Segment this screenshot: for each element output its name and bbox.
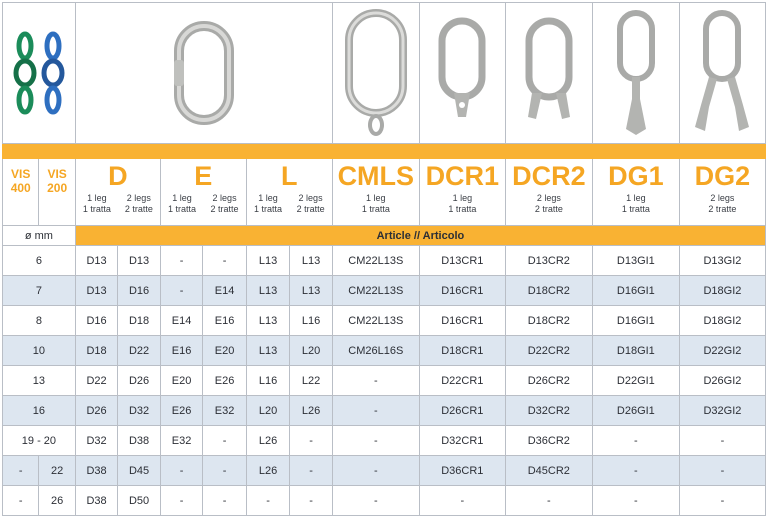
group-code: CMLS <box>337 161 415 191</box>
article-cell: D13CR2 <box>505 246 592 276</box>
article-cell: L26 <box>246 426 290 456</box>
article-cell: L20 <box>246 396 290 426</box>
oval-master-link-icon <box>169 18 239 128</box>
legs-label: 2 legs 2 tratte <box>708 193 737 214</box>
article-cell: D18CR2 <box>505 306 592 336</box>
article-cell: D16 <box>118 276 160 306</box>
article-cell: D38 <box>75 456 117 486</box>
group-dcr1-header <box>419 159 505 226</box>
article-cell: D16GI1 <box>592 276 679 306</box>
article-cell: D18CR1 <box>419 336 505 366</box>
diameter-cell: 10 <box>3 336 76 366</box>
diameter-label: ø mm <box>3 226 76 246</box>
legs-label: 1 leg 1 tratta <box>448 193 477 214</box>
article-cell: - <box>332 426 419 456</box>
header-row <box>3 159 766 226</box>
group-dg1-header <box>592 159 679 226</box>
article-cell: D26GI1 <box>592 396 679 426</box>
master-link-image-cell <box>75 3 332 144</box>
article-cell: - <box>203 426 247 456</box>
article-cell: D13 <box>75 276 117 306</box>
article-cell: D13 <box>118 246 160 276</box>
article-cell: D18GI1 <box>592 336 679 366</box>
article-cell: - <box>679 456 765 486</box>
diameter-cell: 6 <box>3 246 76 276</box>
article-cell: D22 <box>118 336 160 366</box>
orange-separator <box>3 144 766 159</box>
legs-label: 2 legs 2 tratte <box>124 193 153 214</box>
diameter-cell: 7 <box>3 276 76 306</box>
article-cell: - <box>592 486 679 516</box>
group-code: DCR1 <box>425 161 500 191</box>
dg2-image-cell <box>679 3 765 144</box>
article-cell: - <box>592 456 679 486</box>
table-row <box>3 276 766 306</box>
article-cell: - <box>332 396 419 426</box>
legs-label: 1 leg 1 tratta <box>621 193 650 214</box>
article-cell: D22GI1 <box>592 366 679 396</box>
article-cell: D22GI2 <box>679 336 765 366</box>
article-cell: - <box>160 246 202 276</box>
article-cell: CM22L13S <box>332 276 419 306</box>
article-cell: E20 <box>203 336 247 366</box>
article-cell: D16CR1 <box>419 276 505 306</box>
article-cell: CM26L16S <box>332 336 419 366</box>
article-cell: L13 <box>246 276 290 306</box>
group-dg2-header <box>679 159 765 226</box>
group-dcr2-header <box>505 159 592 226</box>
table-row <box>3 426 766 456</box>
table-row <box>3 336 766 366</box>
legs-label: 2 legs 2 tratte <box>210 193 239 214</box>
group-code: L <box>281 161 298 191</box>
article-cell: L16 <box>290 306 333 336</box>
group-cmls-header <box>332 159 419 226</box>
vis400-header: VIS 400 <box>3 159 39 226</box>
article-cell: CM22L13S <box>332 306 419 336</box>
article-cell: D16 <box>75 306 117 336</box>
article-cell: - <box>419 486 505 516</box>
diameter-cell: 8 <box>3 306 76 336</box>
legs-label: 2 legs 2 tratte <box>296 193 325 214</box>
article-cell: - <box>203 456 247 486</box>
article-cell: D13GI2 <box>679 246 765 276</box>
article-cell: - <box>592 426 679 456</box>
article-cell: E16 <box>203 306 247 336</box>
article-label: Article // Articolo <box>75 226 765 246</box>
article-cell: - <box>290 456 333 486</box>
article-cell: D16GI1 <box>592 306 679 336</box>
article-cell: E14 <box>160 306 202 336</box>
article-cell: L22 <box>290 366 333 396</box>
article-cell: D32 <box>75 426 117 456</box>
cmls-image-cell <box>332 3 419 144</box>
table-row <box>3 246 766 276</box>
article-cell: D50 <box>118 486 160 516</box>
article-cell: D45CR2 <box>505 456 592 486</box>
table-row <box>3 486 766 516</box>
article-cell: L13 <box>246 246 290 276</box>
article-cell: - <box>290 486 333 516</box>
article-cell: - <box>246 486 290 516</box>
article-cell: D36CR1 <box>419 456 505 486</box>
article-cell: L13 <box>290 276 333 306</box>
article-cell: D26CR2 <box>505 366 592 396</box>
legs-label: 1 leg 1 tratta <box>361 193 390 214</box>
dcr2-link-icon <box>514 13 584 133</box>
dcr1-image-cell <box>419 3 505 144</box>
image-row <box>3 3 766 144</box>
article-cell: D22CR2 <box>505 336 592 366</box>
article-cell: L16 <box>246 366 290 396</box>
article-cell: L26 <box>290 396 333 426</box>
article-cell: CM22L13S <box>332 246 419 276</box>
article-cell: E14 <box>203 276 247 306</box>
article-cell: E20 <box>160 366 202 396</box>
article-cell: D22CR1 <box>419 366 505 396</box>
chain-image-cell <box>3 3 76 144</box>
article-cell: - <box>160 456 202 486</box>
dg1-image-cell <box>592 3 679 144</box>
article-cell: D36CR2 <box>505 426 592 456</box>
article-cell: D18GI2 <box>679 306 765 336</box>
table-row <box>3 396 766 426</box>
article-cell: L13 <box>290 246 333 276</box>
article-cell: D18 <box>118 306 160 336</box>
legs-label: 2 legs 2 tratte <box>534 193 563 214</box>
diameter-vis200-cell: 26 <box>39 486 75 516</box>
article-cell: D26GI2 <box>679 366 765 396</box>
subheader-row <box>3 226 766 246</box>
article-cell: E32 <box>160 426 202 456</box>
article-cell: E16 <box>160 336 202 366</box>
article-cell: D13GI1 <box>592 246 679 276</box>
dcr1-link-icon <box>432 13 492 133</box>
article-cell: - <box>332 366 419 396</box>
spec-table <box>2 2 766 516</box>
article-cell: D22 <box>75 366 117 396</box>
article-cell: D26 <box>75 396 117 426</box>
article-cell: - <box>203 246 247 276</box>
group-code: E <box>194 161 213 191</box>
chain-links-icon <box>9 28 69 118</box>
article-cell: L13 <box>246 306 290 336</box>
article-cell: D38 <box>75 486 117 516</box>
article-cell: - <box>679 426 765 456</box>
diameter-vis400-cell: - <box>3 456 39 486</box>
group-code: D <box>108 161 128 191</box>
article-cell: D26 <box>118 366 160 396</box>
data-rows <box>3 246 766 516</box>
diameter-vis200-cell: 22 <box>39 456 75 486</box>
article-cell: L20 <box>290 336 333 366</box>
group-code: DG1 <box>608 161 664 191</box>
legs-label: 1 leg 1 tratta <box>168 193 197 214</box>
group-l-header <box>246 159 332 226</box>
dcr2-image-cell <box>505 3 592 144</box>
dg1-link-icon <box>606 7 666 139</box>
dg2-link-icon <box>687 7 757 139</box>
article-cell: D13CR1 <box>419 246 505 276</box>
table-row <box>3 366 766 396</box>
table-row <box>3 456 766 486</box>
article-cell: D16CR1 <box>419 306 505 336</box>
article-cell: E26 <box>160 396 202 426</box>
diameter-cell: 13 <box>3 366 76 396</box>
group-code: DCR2 <box>512 161 586 191</box>
diameter-vis400-cell: - <box>3 486 39 516</box>
article-cell: E32 <box>203 396 247 426</box>
article-cell: L13 <box>246 336 290 366</box>
cmls-link-icon <box>341 7 411 139</box>
group-e-header <box>160 159 246 226</box>
article-cell: D26CR1 <box>419 396 505 426</box>
article-cell: D32CR2 <box>505 396 592 426</box>
group-d-header <box>75 159 160 226</box>
article-cell: - <box>160 486 202 516</box>
article-cell: D32GI2 <box>679 396 765 426</box>
article-cell: D32CR1 <box>419 426 505 456</box>
vis200-header: VIS 200 <box>39 159 75 226</box>
group-code: DG2 <box>694 161 751 191</box>
article-cell: L26 <box>246 456 290 486</box>
legs-label: 1 leg 1 tratta <box>254 193 283 214</box>
article-cell: D32 <box>118 396 160 426</box>
article-cell: D38 <box>118 426 160 456</box>
legs-label: 1 leg 1 tratta <box>82 193 111 214</box>
article-cell: D18GI2 <box>679 276 765 306</box>
article-cell: - <box>332 456 419 486</box>
article-cell: D18CR2 <box>505 276 592 306</box>
article-cell: - <box>290 426 333 456</box>
article-cell: E26 <box>203 366 247 396</box>
article-cell: D45 <box>118 456 160 486</box>
article-cell: - <box>160 276 202 306</box>
article-cell: - <box>203 486 247 516</box>
article-cell: D18 <box>75 336 117 366</box>
article-cell: - <box>679 486 765 516</box>
diameter-cell: 19 - 20 <box>3 426 76 456</box>
article-cell: - <box>505 486 592 516</box>
article-cell: - <box>332 486 419 516</box>
article-cell: D13 <box>75 246 117 276</box>
diameter-cell: 16 <box>3 396 76 426</box>
table-row <box>3 306 766 336</box>
